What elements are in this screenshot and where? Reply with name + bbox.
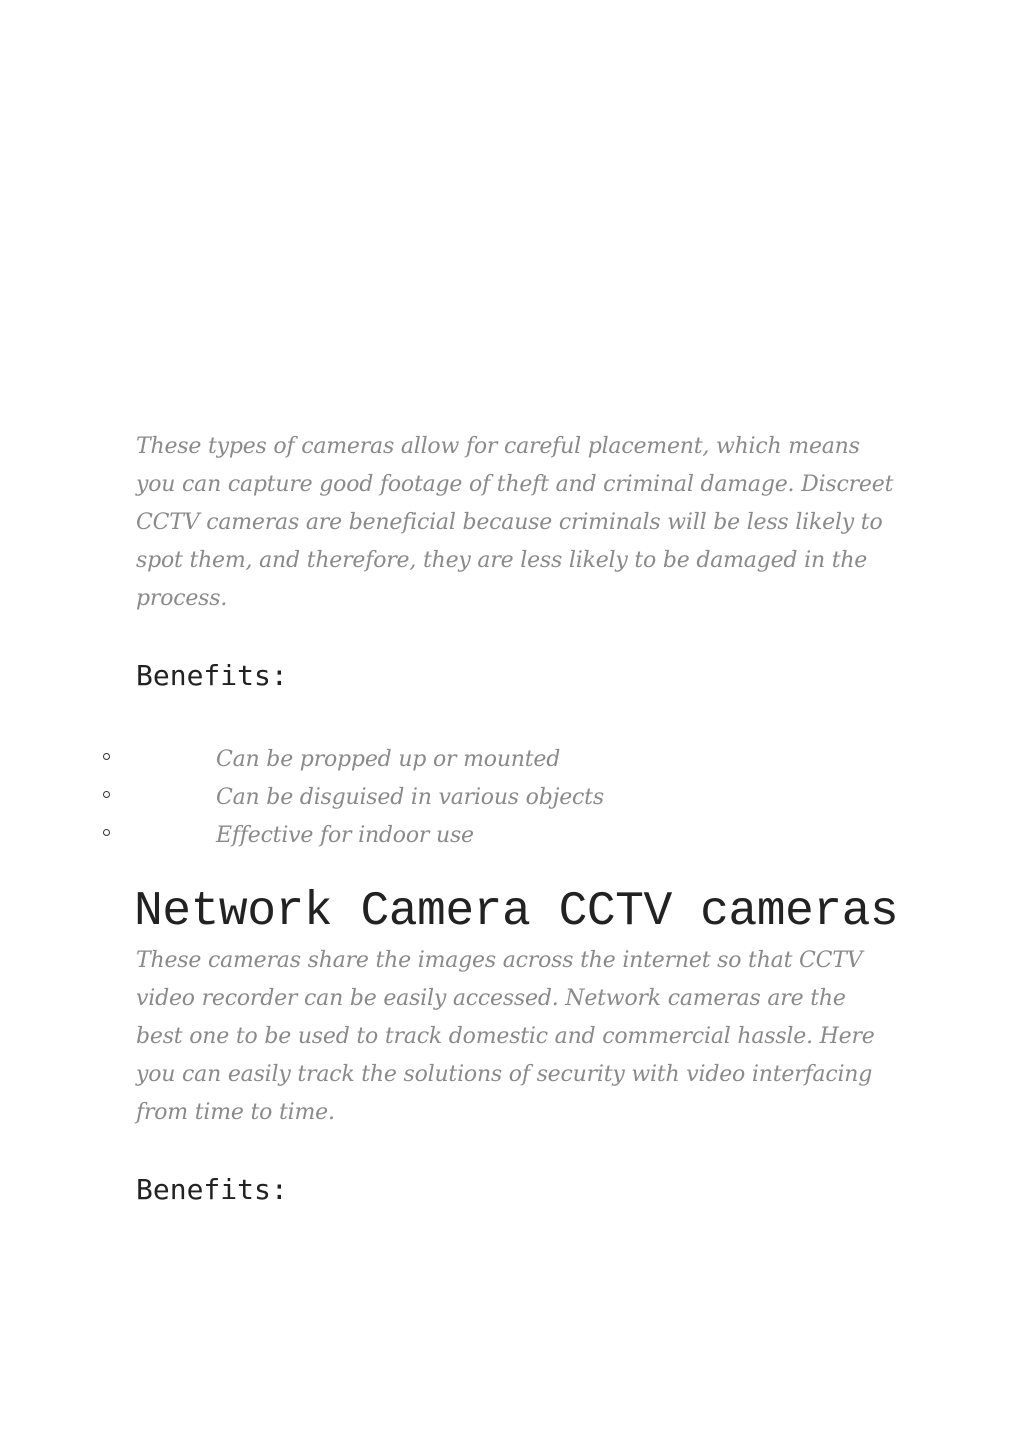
benefits-list <box>0 741 1024 855</box>
list-item <box>0 741 1024 779</box>
list-item-text: Can be disguised in various objects <box>216 785 604 810</box>
section-heading: Network Camera CCTV cameras <box>134 885 899 939</box>
circle-bullet-icon <box>103 753 110 760</box>
circle-bullet-icon <box>103 829 110 836</box>
list-item <box>0 779 1024 817</box>
list-item <box>0 817 1024 855</box>
network-cameras-paragraph: These cameras share the images across the internet so that CCTV video recorder can be easily accessed. Network cameras are the best one to be used to track domestic and commercial hassle. Here you can easily track the solutions of security with video interfacing from time to time. <box>136 948 875 1125</box>
circle-bullet-icon <box>103 791 110 798</box>
list-item-text: Effective for indoor use <box>216 823 474 848</box>
benefits-heading: Benefits: <box>136 659 288 692</box>
list-item-text: Can be propped up or mounted <box>216 747 561 772</box>
benefits-heading: Benefits: <box>136 1173 288 1206</box>
discreet-cameras-paragraph: These types of cameras allow for careful placement, which means you can capture good footage of theft and criminal damage. Discreet CCTV cameras are beneficial because criminals will be less likely to spot them, and therefore, they are less likely to be damaged in the process. <box>136 434 894 611</box>
